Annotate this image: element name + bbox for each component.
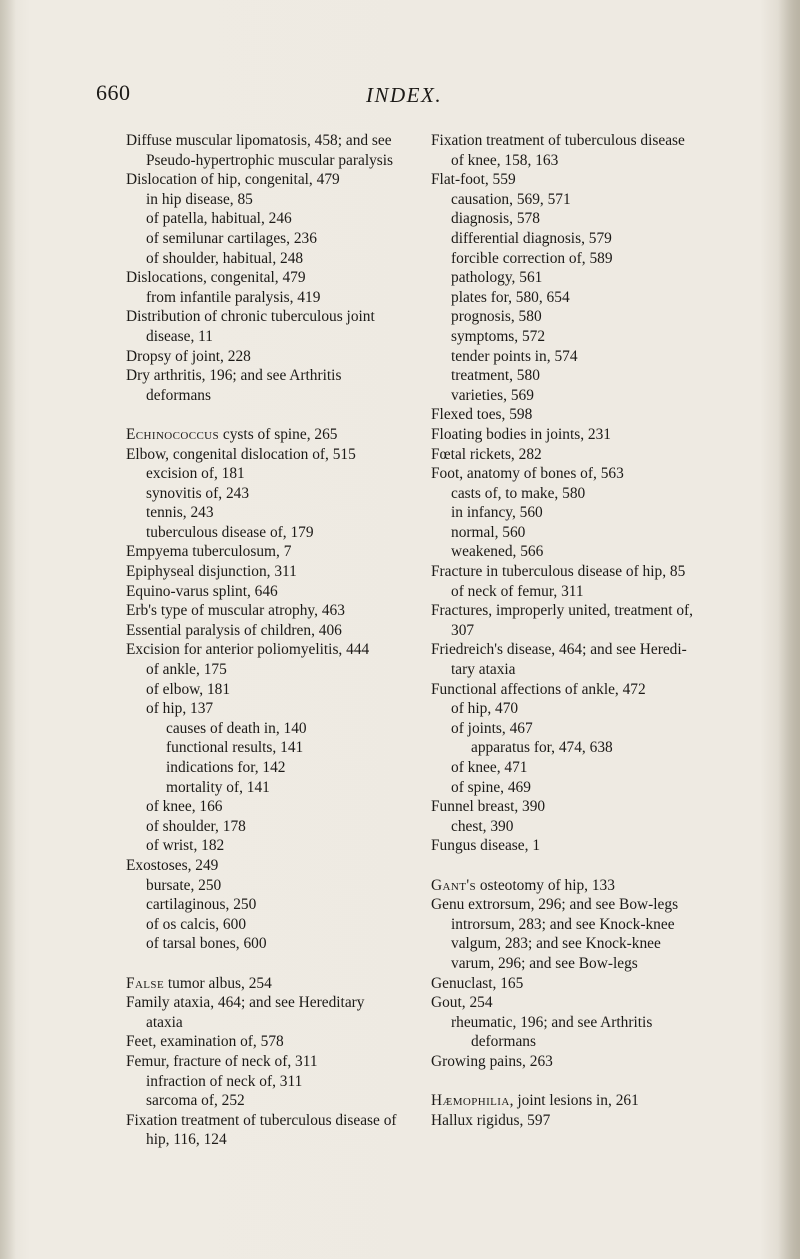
index-entry [431,268,761,288]
index-entry-text: apparatus for, 474, 638 [471,739,613,757]
index-entry [126,366,426,386]
index-entry [431,621,761,641]
index-entry-text: Dislocation of hip, congenital, 479 [126,171,340,189]
index-entry-text: symptoms, 572 [451,327,546,345]
index-entry-text: normal, 560 [451,523,526,541]
index-entry-text: Feet, examination of, 578 [126,1033,284,1051]
index-entry [126,170,426,190]
index-entry-text: causation, 569, 571 [451,190,571,208]
index-entry-text: rheumatic, 196; and see Arthritis [451,1013,653,1031]
index-entry-text: of knee, 471 [451,759,528,776]
index-entry [126,327,426,347]
index-entry-text: Fœtal rickets, 282 [431,445,542,463]
index-entry [126,1013,426,1033]
index-entry-text: Empyema tuberculosum, 7 [126,543,292,561]
index-entry-text: osteotomy of hip, 133 [476,876,615,894]
index-entry-text: Friedreich's disease, 464; and see Heredi- [431,641,687,659]
index-entry [126,542,426,562]
index-entry-text: of os calcis, 600 [146,915,247,933]
index-entry-text: Distribution of chronic tuberculous joint [126,308,375,326]
index-entry-text: casts of, to make, 580 [451,484,586,502]
index-entry [431,307,761,327]
index-entry [431,1111,761,1131]
index-entry [431,895,761,915]
index-entry [431,484,761,504]
index-entry-text: Pseudo-hypertrophic muscular paralysis [146,151,394,169]
index-entry-text: infraction of neck of, 311 [146,1072,303,1090]
index-entry-text: Fixation treatment of tuberculous disease of [126,1111,397,1129]
index-entry-text: Epiphyseal disjunction, 311 [126,563,297,581]
index-entry-text: mortality of, 141 [166,778,270,796]
index-entry-text: tennis, 243 [146,504,214,522]
index-entry [431,170,761,190]
section-gap [126,405,426,425]
index-entry [126,758,426,778]
index-entry [431,229,761,249]
index-entry-text: of tarsal bones, 600 [146,935,267,953]
index-entry [126,1052,426,1072]
index-entry-text: chest, 390 [451,817,514,835]
index-entry [126,778,426,798]
index-entry [126,895,426,915]
index-entry-text: ataxia [146,1013,183,1031]
index-entry-text: Fungus disease, 1 [431,837,541,855]
index-entry-text: of knee, 158, 163 [451,151,559,169]
index-entry [126,601,426,621]
index-entry-text: prognosis, 580 [451,308,542,326]
index-entry [126,660,426,680]
index-entry-text: varieties, 569 [451,386,534,404]
index-entry [431,209,761,229]
index-entry-text: of ankle, 175 [146,661,227,679]
index-entry [126,131,426,151]
index-entry [431,347,761,367]
index-entry [126,974,426,994]
index-entry [126,523,426,543]
index-entry-text: Femur, fracture of neck of, 311 [126,1052,318,1070]
index-entry-text: of patella, habitual, 246 [146,210,292,228]
index-entry-text: varum, 296; and see Bow-legs [451,954,638,972]
index-entry [126,856,426,876]
index-entry [431,405,761,425]
index-entry [431,817,761,837]
index-entry [126,386,426,406]
index-entry-text: of shoulder, habitual, 248 [146,249,304,267]
index-entry-text: forcible correction of, 589 [451,249,613,267]
index-entry-text: excision of, 181 [146,465,245,483]
section-lead-word: Gant's [431,876,477,894]
index-entry [431,1052,761,1072]
index-entry-text: bursate, 250 [146,876,222,894]
index-entry [126,1032,426,1052]
index-entry-text: cartilaginous, 250 [146,896,257,914]
index-entry [126,1111,426,1131]
index-entry-text: introrsum, 283; and see Knock-knee [451,915,675,933]
index-entry-text: tumor albus, 254 [164,974,272,992]
index-entry-text: Flat-foot, 559 [431,171,516,189]
index-entry-text: Flexed toes, 598 [431,406,533,424]
index-entry [431,954,761,974]
index-entry [126,347,426,367]
index-entry [431,993,761,1013]
index-entry [126,307,426,327]
index-entry [431,131,761,151]
index-entry [431,974,761,994]
index-entry [126,836,426,856]
index-entry [431,699,761,719]
index-entry [431,601,761,621]
index-entry-text: 307 [451,621,475,639]
index-entry-text: of neck of femur, 311 [451,582,584,600]
index-entry-text: functional results, 141 [166,739,304,757]
index-entry-text: Essential paralysis of children, 406 [126,621,342,639]
index-entry-text: , joint lesions in, 261 [509,1092,639,1110]
section-gap [431,856,761,876]
index-entry-text: causes of death in, 140 [166,719,307,737]
index-entry [126,934,426,954]
index-entry-text: differential diagnosis, 579 [451,229,612,247]
index-entry [431,288,761,308]
index-entry [431,876,761,896]
index-entry-text: sarcoma of, 252 [146,1092,245,1110]
index-entry [126,993,426,1013]
index-entry [431,190,761,210]
index-entry-text: deformans [471,1033,536,1051]
index-column-right [431,131,761,1130]
index-entry [431,523,761,543]
index-entry [126,190,426,210]
index-entry [431,366,761,386]
index-entry-text: Erb's type of muscular atrophy, 463 [126,602,345,620]
index-entry-text: Diffuse muscular lipomatosis, 458; and see [126,132,392,149]
index-entry-text: Fixation treatment of tuberculous disease [431,132,685,149]
index-entry-text: Growing pains, 263 [431,1052,553,1070]
page-header [0,80,800,116]
index-entry-text: Excision for anterior poliomyelitis, 444 [126,641,370,659]
index-entry [431,249,761,269]
index-entry [431,640,761,660]
index-entry-text: Family ataxia, 464; and see Hereditary [126,994,365,1012]
index-entry [126,797,426,817]
index-entry [431,1091,761,1111]
index-entry-text: tender points in, 574 [451,347,578,365]
index-entry-text: synovitis of, 243 [146,484,250,502]
index-entry [126,1130,426,1150]
section-lead-word: Echinococcus [126,425,220,443]
index-entry-text: plates for, 580, 654 [451,288,570,306]
index-entry-text: Elbow, congenital dislocation of, 515 [126,445,356,463]
index-entry-text: Fracture in tuberculous disease of hip, 85 [431,563,686,581]
index-entry-text: of hip, 470 [451,700,519,718]
index-entry-text: pathology, 561 [451,269,543,287]
index-entry [126,915,426,935]
page-gutter-shadow [0,0,16,1259]
index-entry-text: treatment, 580 [451,367,540,385]
index-entry [126,680,426,700]
index-entry [431,778,761,798]
index-entry [431,503,761,523]
index-entry [126,425,426,445]
index-entry [126,249,426,269]
section-gap [126,954,426,974]
index-entry-text: tuberculous disease of, 179 [146,523,314,541]
running-title: INDEX. [366,83,443,107]
index-entry-text: tary ataxia [451,661,516,679]
index-entry [431,1032,761,1052]
index-entry [126,640,426,660]
index-entry [126,484,426,504]
index-entry [126,1091,426,1111]
index-entry-text: Genuclast, 165 [431,974,524,992]
section-lead-word: Hæmophilia [431,1092,510,1110]
index-entry [431,758,761,778]
index-entry-text: Functional affections of ankle, 472 [431,680,646,698]
index-entry [126,621,426,641]
index-entry [126,209,426,229]
index-entry [126,1072,426,1092]
index-entry [126,719,426,739]
index-column-left [126,131,426,1150]
index-entry [126,268,426,288]
index-entry-text: Floating bodies in joints, 231 [431,425,611,443]
index-entry [431,915,761,935]
index-entry [126,288,426,308]
index-entry [431,797,761,817]
index-entry-text: Foot, anatomy of bones of, 563 [431,465,624,483]
index-entry-text: valgum, 283; and see Knock-knee [451,935,661,953]
index-entry [431,934,761,954]
index-entry [126,699,426,719]
index-entry [431,425,761,445]
index-entry [126,817,426,837]
page-number: 660 [96,80,131,105]
index-entry-text: Dislocations, congenital, 479 [126,269,306,287]
index-entry [126,445,426,465]
index-entry-text: of semilunar cartilages, 236 [146,229,317,247]
index-entry [126,464,426,484]
index-entry-text: weakened, 566 [451,543,544,561]
section-lead-word: False [126,974,165,992]
index-entry-text: in hip disease, 85 [146,190,253,208]
index-entry-text: of wrist, 182 [146,837,225,855]
index-entry-text: cysts of spine, 265 [219,425,338,443]
index-entry-text: Genu extrorsum, 296; and see Bow-legs [431,896,679,914]
index-entry [431,445,761,465]
index-entry [126,503,426,523]
index-entry [126,738,426,758]
index-entry [431,738,761,758]
index-entry [431,386,761,406]
index-entry-text: of joints, 467 [451,719,533,737]
index-entry [126,229,426,249]
index-entry-text: Exostoses, 249 [126,856,219,874]
index-entry-text: Equino-varus splint, 646 [126,582,278,600]
index-entry [126,151,426,171]
index-entry [431,719,761,739]
index-entry-text: of knee, 166 [146,798,223,816]
index-entry [126,582,426,602]
index-entry-text: in infancy, 560 [451,504,543,522]
index-entry-text: indications for, 142 [166,759,286,776]
index-entry [431,680,761,700]
index-entry-text: from infantile paralysis, 419 [146,288,321,306]
index-entry-text: Dropsy of joint, 228 [126,347,251,365]
index-entry-text: deformans [146,386,211,404]
index-entry-text: disease, 11 [146,327,213,345]
index-entry [431,562,761,582]
index-entry [431,660,761,680]
index-entry [431,1013,761,1033]
index-entry-text: of elbow, 181 [146,680,231,698]
index-entry [431,464,761,484]
index-entry [126,562,426,582]
index-entry-text: Funnel breast, 390 [431,798,546,816]
index-entry [431,327,761,347]
index-entry-text: hip, 116, 124 [146,1131,227,1149]
index-entry-text: diagnosis, 578 [451,210,540,228]
index-entry-text: Dry arthritis, 196; and see Arthritis [126,367,342,385]
page-edge-shadow [778,0,800,1259]
index-entry [431,542,761,562]
section-gap [431,1072,761,1092]
index-entry-text: Fractures, improperly united, treatment of, [431,602,693,620]
index-entry [431,582,761,602]
index-entry-text: of spine, 469 [451,778,531,796]
index-entry-text: of shoulder, 178 [146,817,246,835]
index-entry-text: Gout, 254 [431,994,493,1012]
index-entry-text: Hallux rigidus, 597 [431,1111,551,1129]
index-entry [431,151,761,171]
index-entry-text: of hip, 137 [146,700,214,718]
index-entry [431,836,761,856]
index-entry [126,876,426,896]
